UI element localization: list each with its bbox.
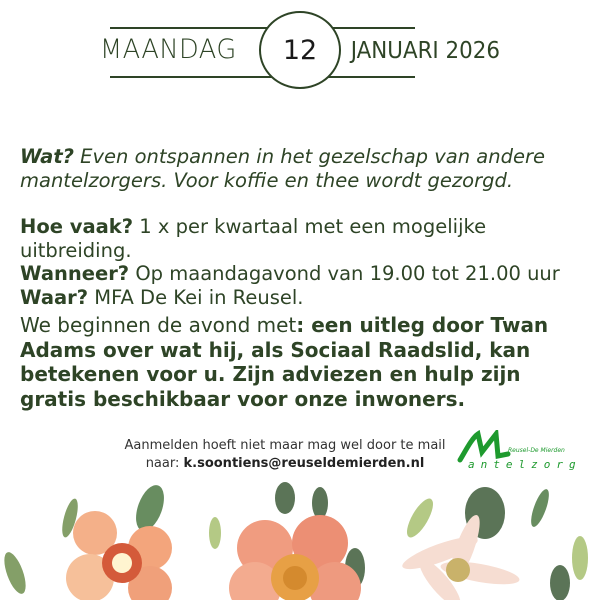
where-label: Waar? <box>20 285 89 309</box>
signup-line: Aanmelden hoeft niet maar mag wel door te mail <box>124 438 446 453</box>
what-text: Even ontspannen in het gezelschap van andere mantelzorgers. Voor koffie en thee wordt gezorgd. <box>20 145 546 192</box>
program-details: : een uitleg door Twan Adams over wat hij, als Sociaal Raadslid, kan betekenen voor u. Zijn adviezen en hulp zijn gratis beschikbaar voor onze inwoners. <box>20 313 549 411</box>
details-paragraph <box>20 215 595 309</box>
frequency-label: Hoe vaak? <box>20 215 134 238</box>
when-label: Wanneer? <box>20 262 130 285</box>
email-link[interactable]: k.soontiens@reuseldemierden.nl <box>183 456 425 471</box>
header-line-top <box>110 27 415 29</box>
weekday: MAANDAG <box>100 34 242 65</box>
flower-middle <box>229 515 361 600</box>
program-intro: We beginnen de avond met <box>20 313 297 337</box>
flower-decoration <box>0 478 600 600</box>
month-year: JANUARI 2026 <box>347 38 502 64</box>
where-text: MFA De Kei in Reusel. <box>88 285 304 309</box>
flower-left <box>66 511 172 600</box>
signup-prefix: naar: <box>145 456 184 471</box>
program-paragraph <box>20 313 580 411</box>
mantelzorg-logo <box>456 430 576 475</box>
logo-subtitle: Reusel-De Mierden <box>508 447 565 454</box>
logo-word: antelzorg <box>468 458 576 471</box>
what-paragraph <box>20 145 595 192</box>
what-label: Wat? <box>20 145 74 168</box>
frequency-text: 1 x per kwartaal met een mogelijke uitbreiding. <box>20 215 487 262</box>
when-text: Op maandagavond van 19.00 tot 21.00 uur <box>129 262 560 285</box>
header-line-bottom <box>110 76 415 78</box>
day-circle <box>259 11 341 89</box>
signup-note <box>110 437 460 473</box>
day-number: 12 <box>282 34 318 66</box>
